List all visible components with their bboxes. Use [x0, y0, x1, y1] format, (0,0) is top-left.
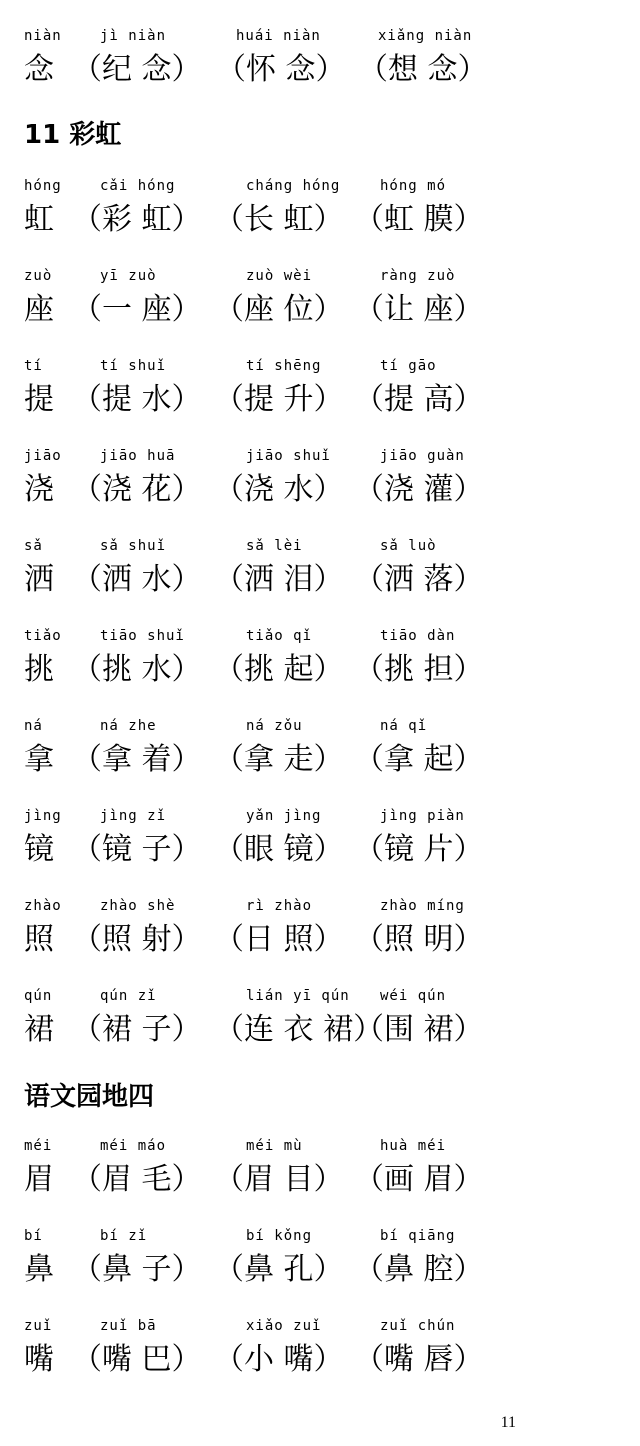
vocab-line [0, 358, 640, 448]
pinyin: jì niàn [100, 28, 167, 44]
pinyin: tiāo dàn [380, 628, 456, 644]
hanzi: （眼 镜） [214, 832, 344, 867]
pinyin: huà méi [380, 1138, 447, 1154]
hanzi: 提 [24, 382, 54, 417]
hanzi: （纪 念） [72, 52, 202, 87]
hanzi: （提 水） [72, 382, 202, 417]
hanzi: （想 念） [358, 52, 488, 87]
pinyin: méi mù [246, 1138, 303, 1154]
pinyin: hóng mó [380, 178, 447, 194]
hanzi: 挑 [24, 652, 54, 687]
vocab-line [0, 628, 640, 718]
vocab-line [0, 1318, 640, 1408]
section-heading: 语文园地四 [24, 1082, 155, 1112]
pinyin: sǎ shuǐ [100, 538, 167, 554]
pinyin: wéi qún [380, 988, 447, 1004]
page-number: 11 [500, 1414, 516, 1431]
hanzi: （挑 水） [72, 652, 202, 687]
pinyin: tiāo shuǐ [100, 628, 185, 644]
pinyin: jìng piàn [380, 808, 465, 824]
hanzi: （洒 泪） [214, 562, 344, 597]
vocab-line [0, 538, 640, 628]
hanzi: （长 虹） [214, 202, 344, 237]
hanzi: （浇 水） [214, 472, 344, 507]
hanzi: （鼻 腔） [354, 1252, 484, 1287]
pinyin: zuǐ chún [380, 1318, 456, 1334]
hanzi: （拿 走） [214, 742, 344, 777]
pinyin: jiāo shuǐ [246, 448, 331, 464]
hanzi: （洒 水） [72, 562, 202, 597]
pinyin: bí [24, 1228, 43, 1244]
pinyin: yī zuò [100, 268, 157, 284]
pinyin: bí qiāng [380, 1228, 456, 1244]
pinyin: tí shuǐ [100, 358, 167, 374]
pinyin: sǎ luò [380, 538, 437, 554]
pinyin: cháng hóng [246, 178, 341, 194]
vocab-line [0, 448, 640, 538]
hanzi: （让 座） [354, 292, 484, 327]
pinyin: zuò wèi [246, 268, 313, 284]
hanzi: （挑 担） [354, 652, 484, 687]
hanzi: （拿 着） [72, 742, 202, 777]
pinyin: xiǎo zuǐ [246, 1318, 322, 1334]
hanzi: （拿 起） [354, 742, 484, 777]
pinyin: hóng [24, 178, 62, 194]
hanzi: （照 射） [72, 922, 202, 957]
pinyin: yǎn jìng [246, 808, 322, 824]
vocab-line [0, 898, 640, 988]
hanzi: （彩 虹） [72, 202, 202, 237]
pinyin: jiāo [24, 448, 62, 464]
hanzi: 浇 [24, 472, 54, 507]
pinyin: xiǎng niàn [378, 28, 473, 44]
hanzi: （洒 落） [354, 562, 484, 597]
pinyin: bí zǐ [100, 1228, 148, 1244]
pinyin: bí kǒng [246, 1228, 313, 1244]
hanzi: 念 [24, 52, 54, 87]
hanzi: （座 位） [214, 292, 344, 327]
hanzi: （嘴 巴） [72, 1342, 202, 1377]
hanzi: 眉 [24, 1162, 54, 1197]
vocab-line [0, 178, 640, 268]
pinyin: sǎ [24, 538, 43, 554]
vocab-line [0, 268, 640, 358]
hanzi: （挑 起） [214, 652, 344, 687]
pinyin: ná qǐ [380, 718, 428, 734]
hanzi: （怀 念） [216, 52, 346, 87]
hanzi: （围 裙） [354, 1012, 484, 1047]
hanzi: （照 明） [354, 922, 484, 957]
hanzi: （镜 子） [72, 832, 202, 867]
pinyin: tí shēng [246, 358, 322, 374]
hanzi: 镜 [24, 832, 54, 867]
pinyin: lián yī qún [246, 988, 350, 1004]
hanzi: （连 衣 裙） [214, 1012, 384, 1047]
hanzi: （日 照） [214, 922, 344, 957]
hanzi: 拿 [24, 742, 54, 777]
pinyin: méi máo [100, 1138, 167, 1154]
hanzi: （嘴 唇） [354, 1342, 484, 1377]
pinyin: jìng [24, 808, 62, 824]
vocab-line [0, 718, 640, 808]
hanzi: 鼻 [24, 1252, 54, 1287]
pinyin: zuò [24, 268, 53, 284]
hanzi: （虹 膜） [354, 202, 484, 237]
vocab-line [0, 1228, 640, 1318]
pinyin: ràng zuò [380, 268, 456, 284]
pinyin: niàn [24, 28, 62, 44]
hanzi: （画 眉） [354, 1162, 484, 1197]
hanzi: （鼻 子） [72, 1252, 202, 1287]
pinyin: zhào míng [380, 898, 465, 914]
hanzi: 照 [24, 922, 54, 957]
pinyin: tiǎo qǐ [246, 628, 313, 644]
pinyin: qún [24, 988, 53, 1004]
pinyin: qún zǐ [100, 988, 157, 1004]
pinyin: jiāo guàn [380, 448, 465, 464]
hanzi: 裙 [24, 1012, 54, 1047]
pinyin: cǎi hóng [100, 178, 176, 194]
hanzi: （小 嘴） [214, 1342, 344, 1377]
hanzi: （浇 灌） [354, 472, 484, 507]
hanzi: 虹 [24, 202, 54, 237]
hanzi: 嘴 [24, 1342, 54, 1377]
pinyin: tí gāo [380, 358, 437, 374]
hanzi: （浇 花） [72, 472, 202, 507]
hanzi: （镜 片） [354, 832, 484, 867]
hanzi: （眉 毛） [72, 1162, 202, 1197]
hanzi: （裙 子） [72, 1012, 202, 1047]
pinyin: ná [24, 718, 43, 734]
pinyin: sǎ lèi [246, 538, 303, 554]
vocab-line [0, 1138, 640, 1228]
pinyin: huái niàn [236, 28, 321, 44]
pinyin: tí [24, 358, 43, 374]
hanzi: （一 座） [72, 292, 202, 327]
pinyin: zuǐ [24, 1318, 53, 1334]
hanzi: （眉 目） [214, 1162, 344, 1197]
pinyin: rì zhào [246, 898, 313, 914]
vocab-line [0, 808, 640, 898]
pinyin: zuǐ bā [100, 1318, 157, 1334]
hanzi: 座 [24, 292, 54, 327]
pinyin: tiǎo [24, 628, 62, 644]
pinyin: jiāo huā [100, 448, 176, 464]
pinyin: zhào shè [100, 898, 176, 914]
pinyin: jìng zǐ [100, 808, 167, 824]
vocab-line [0, 988, 640, 1078]
section-heading: 11 彩虹 [24, 120, 122, 150]
hanzi: 洒 [24, 562, 54, 597]
vocab-line [0, 28, 640, 118]
hanzi: （鼻 孔） [214, 1252, 344, 1287]
pinyin: ná zhe [100, 718, 157, 734]
hanzi: （提 升） [214, 382, 344, 417]
pinyin: méi [24, 1138, 53, 1154]
pinyin: zhào [24, 898, 62, 914]
pinyin: ná zǒu [246, 718, 303, 734]
hanzi: （提 高） [354, 382, 484, 417]
